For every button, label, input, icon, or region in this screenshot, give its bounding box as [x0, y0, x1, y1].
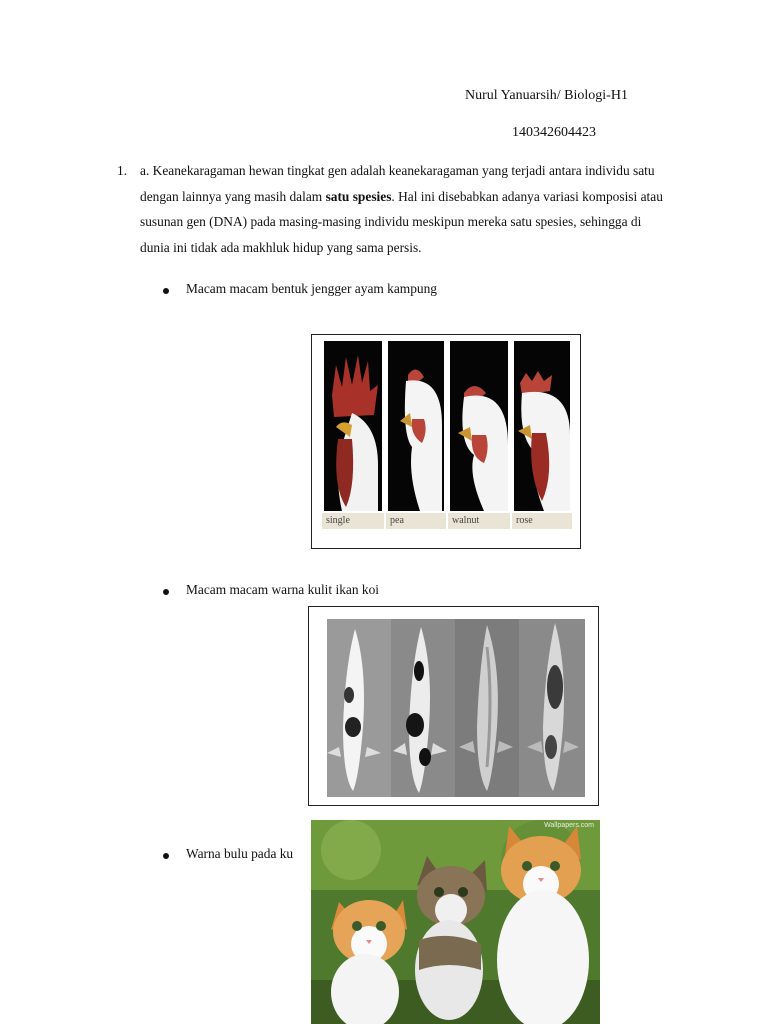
comb-label-walnut: walnut: [452, 515, 480, 526]
comb-panel-pea: [386, 341, 446, 529]
paragraph-text-1: Keanekaragaman hewan tingkat gen adalah keanekaragaman yang terjadi antara individu satu dengan lainnya yang masih dalam: [140, 163, 655, 204]
comb-label-rose: rose: [516, 515, 533, 526]
kittens-image: [311, 820, 600, 1024]
bullet-dot: [163, 589, 169, 595]
bullet-dot: [163, 853, 169, 859]
comb-panel-walnut: [448, 341, 510, 529]
question-number: 1.: [117, 163, 128, 178]
author-line: Nurul Yanuarsih/ Biologi-H1: [465, 88, 628, 103]
bullet-comb: Macam macam bentuk jengger ayam kampung: [186, 281, 437, 296]
koi-fish-image: [308, 606, 599, 806]
comb-label-single: single: [326, 515, 350, 526]
comb-panel-rose: [512, 341, 572, 529]
paragraph-text-2: . Hal ini disebabkan adanya variasi komposisi atau susunan gen (DNA) pada masing-masing individu meskipun mereka satu spesies, sehingga di dunia ini tidak ada makhluk hidup yang sama persis.: [140, 188, 663, 255]
question-paragraph: [140, 158, 670, 260]
comb-panel-single: [322, 341, 384, 529]
kitten-right: [497, 826, 589, 1024]
bold-term: satu spesies: [325, 188, 392, 204]
bullet-koi: Macam macam warna kulit ikan koi: [186, 582, 379, 597]
watermark: Wallpapers.com: [544, 822, 594, 829]
bullet-dot: [163, 288, 169, 294]
bullet-cat-fur: Warna bulu pada ku: [186, 846, 294, 861]
question-part: a.: [140, 163, 150, 178]
chicken-comb-image: [311, 334, 581, 549]
student-id: 140342604423: [512, 125, 596, 140]
comb-label-pea: pea: [390, 515, 404, 526]
